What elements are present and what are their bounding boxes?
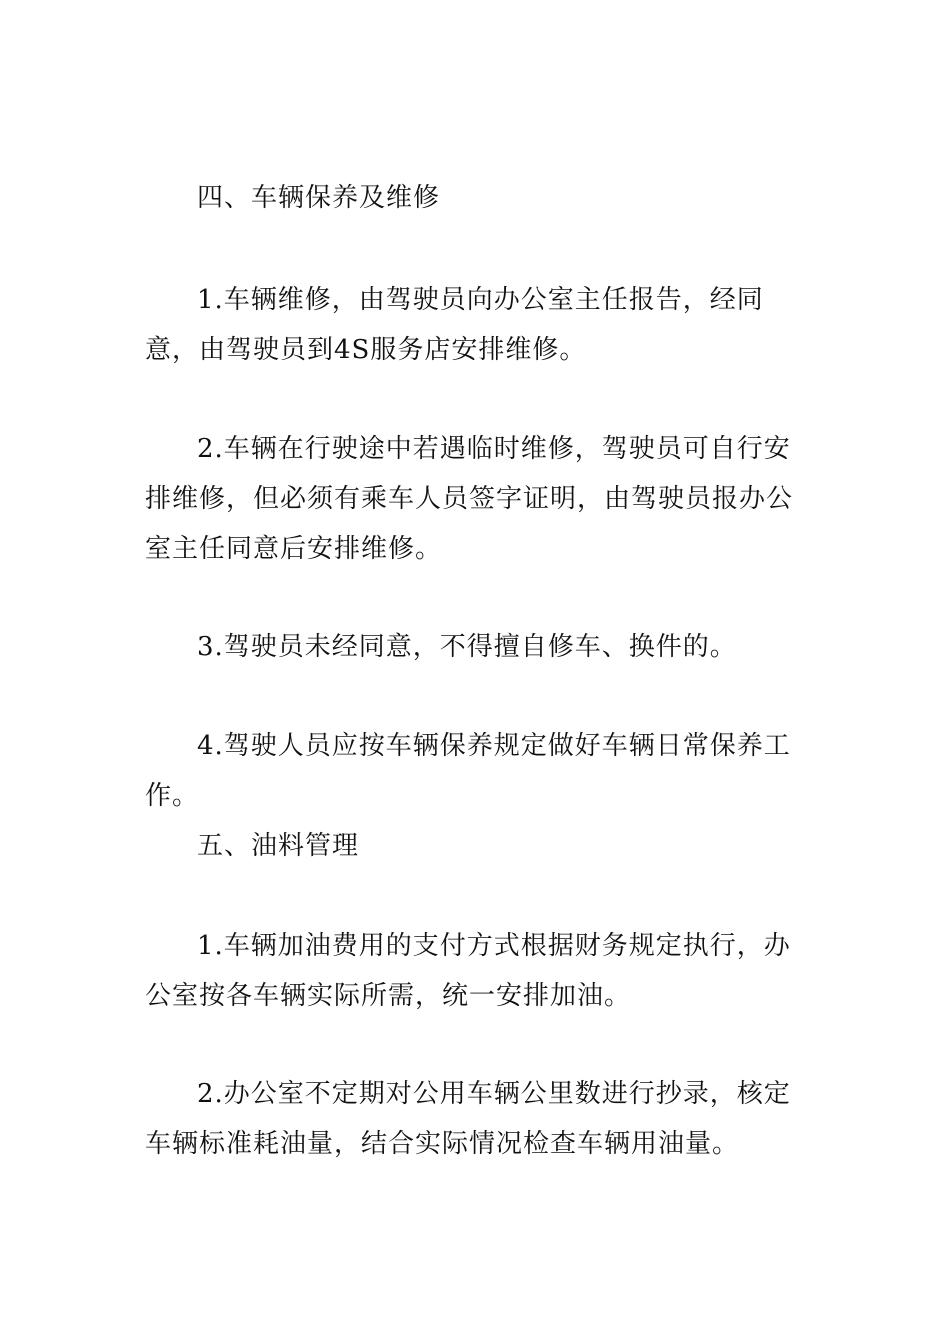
section-heading-fuel: 五、油料管理 [197,831,360,861]
maintenance-item-1: 1.车辆维修，由驾驶员向办公室主任报告，经同意，由驾驶员到4S服务店安排维修。 [145,285,764,365]
fuel-item-1: 1.车辆加油费用的支付方式根据财务规定执行，办公室按各车辆实际所需，统一安排加油。 [145,931,791,1011]
maintenance-item-3: 3.驾驶员未经同意，不得擅自修车、换件的。 [197,632,737,662]
maintenance-item-2: 2.车辆在行驶途中若遇临时维修，驾驶员可自行安排维修，但必须有乘车人员签字证明，由驾驶员报办公室主任同意后安排维修。 [145,434,794,564]
maintenance-item-4: 4.驾驶人员应按车辆保养规定做好车辆日常保养工作。 [145,731,791,811]
fuel-item-2: 2.办公室不定期对公用车辆公里数进行抄录，核定车辆标准耗油量，结合实际情况检查车辆用油量。 [145,1079,791,1159]
section-heading-maintenance: 四、车辆保养及维修 [197,183,441,213]
